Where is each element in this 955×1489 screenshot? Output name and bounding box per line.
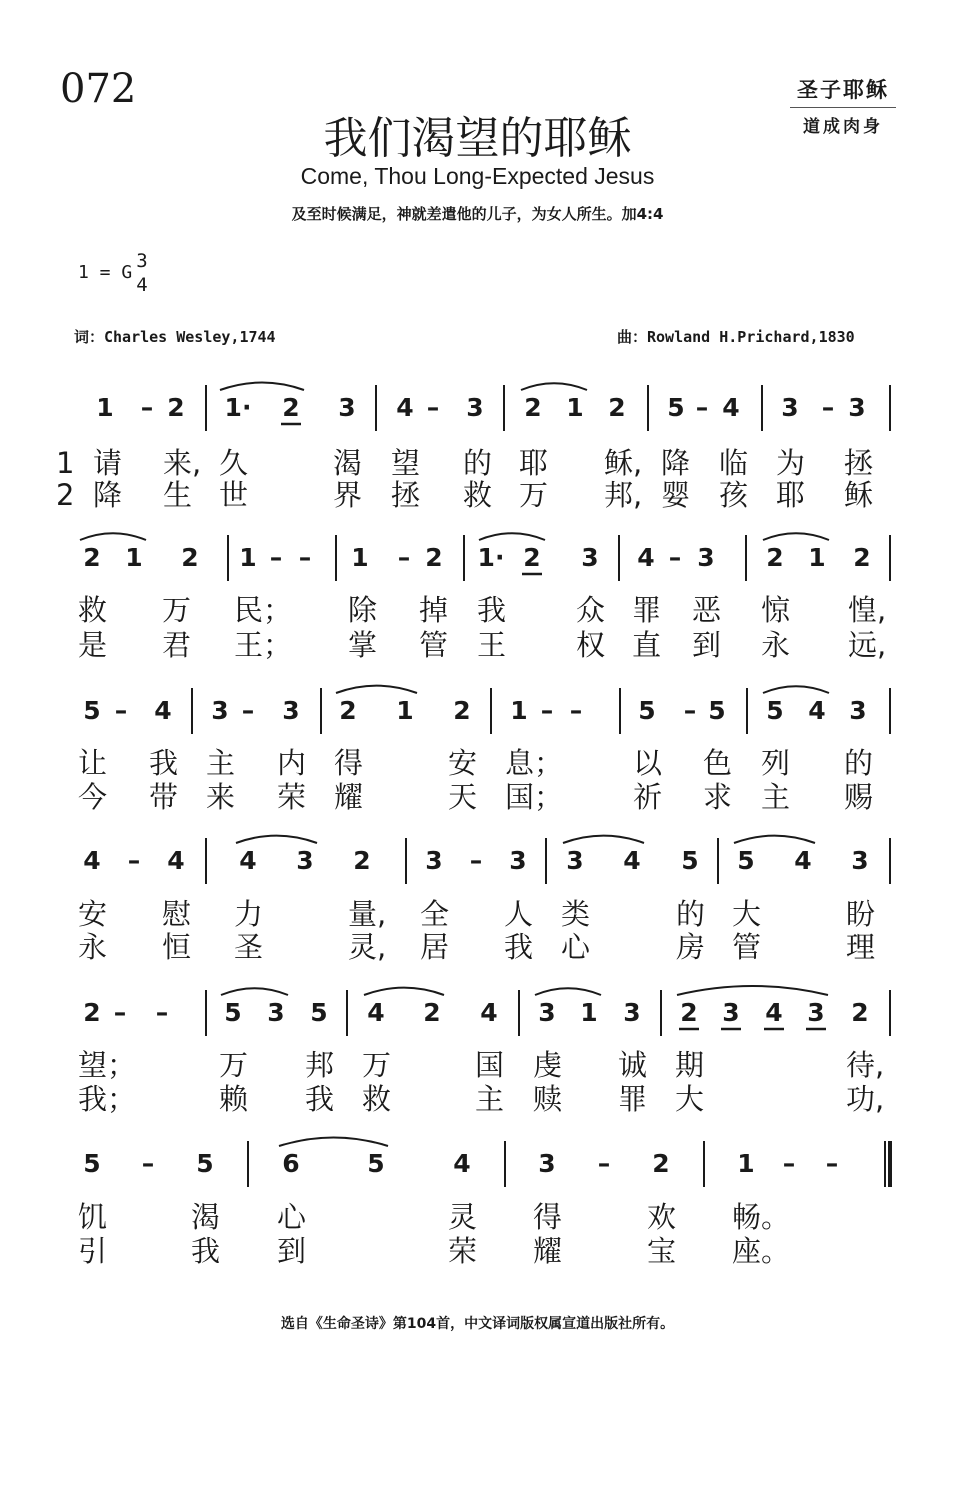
lyric-stanza-1: 灵: [448, 1200, 478, 1234]
lyric-stanza-1: 的: [844, 746, 874, 780]
key-signature: 1 = G: [78, 262, 133, 283]
lyric-stanza-1: 为: [776, 446, 806, 480]
lyric-stanza-2: 救: [362, 1082, 392, 1116]
lyric-stanza-1: 我: [477, 593, 507, 627]
note: 1: [808, 543, 826, 572]
note: 5: [681, 846, 699, 875]
note: 3: [848, 393, 866, 422]
note: 5: [708, 696, 726, 725]
slur-mark: [734, 836, 815, 843]
lyric-stanza-1: 列: [761, 746, 791, 780]
time-signature-denominator: 4: [136, 274, 148, 296]
lyric-stanza-2: 主: [761, 780, 791, 814]
dash-mark: –: [668, 543, 682, 572]
note: 1: [351, 543, 369, 572]
lyric-stanza-2: 来: [206, 780, 236, 814]
lyric-stanza-2: 引: [78, 1234, 108, 1268]
lyric-stanza-1: 请: [93, 446, 123, 480]
note: 1·: [224, 393, 252, 422]
lyric-stanza-1: 大: [732, 897, 762, 931]
lyric-stanza-2: 远,: [848, 628, 887, 662]
lyric-stanza-1: 临: [719, 446, 749, 480]
note: 3: [581, 543, 599, 572]
note: 4: [367, 998, 385, 1027]
lyric-stanza-1: 诚: [618, 1048, 648, 1082]
lyric-stanza-1: 1: [56, 446, 75, 480]
lyric-stanza-1: 得: [533, 1200, 563, 1234]
lyric-stanza-2: 到: [692, 628, 722, 662]
lyric-stanza-1: 的: [463, 446, 493, 480]
lyric-stanza-2: 我: [305, 1082, 335, 1116]
lyric-stanza-1: 虔: [533, 1048, 563, 1082]
lyric-stanza-1: 我: [149, 746, 179, 780]
lyric-stanza-2: 大: [675, 1082, 705, 1116]
lyric-stanza-2: 直: [632, 628, 662, 662]
note: 2: [680, 998, 698, 1027]
dash-mark: –: [155, 998, 169, 1027]
note: 2: [453, 696, 471, 725]
lyric-stanza-2: 王；: [234, 628, 293, 662]
note: 1: [125, 543, 143, 572]
dash-mark: –: [782, 1149, 796, 1178]
note: 5: [83, 1149, 101, 1178]
lyric-stanza-1: 心: [277, 1200, 307, 1234]
lyric-stanza-2: 是: [78, 628, 108, 662]
lyric-stanza-2: 国；: [505, 780, 564, 814]
note: 2: [523, 543, 541, 572]
note: 1: [580, 998, 598, 1027]
lyric-stanza-2: 荣: [448, 1234, 478, 1268]
slur-mark: [479, 533, 545, 540]
category-label: 圣子耶稣: [790, 74, 896, 108]
lyric-stanza-1: 主: [206, 746, 236, 780]
lyric-stanza-1: 万: [362, 1048, 392, 1082]
lyric-stanza-1: 惊: [761, 593, 791, 627]
lyric-stanza-2: 拯: [391, 478, 421, 512]
dash-mark: –: [695, 393, 709, 422]
note: 5: [667, 393, 685, 422]
lyric-stanza-1: 邦: [305, 1048, 335, 1082]
note: 2: [524, 393, 542, 422]
lyric-stanza-1: 欢: [647, 1200, 677, 1234]
lyric-stanza-2: 生: [163, 478, 193, 512]
lyric-stanza-1: 望: [391, 446, 421, 480]
dash-mark: –: [298, 543, 312, 572]
hymn-number: 072: [60, 66, 137, 112]
note: 3: [509, 846, 527, 875]
lyric-stanza-1: 色: [703, 746, 733, 780]
note: 3: [425, 846, 443, 875]
lyric-stanza-1: 万: [219, 1048, 249, 1082]
lyric-stanza-2: 带: [149, 780, 179, 814]
lyric-stanza-2: 座。: [732, 1234, 791, 1268]
lyric-stanza-1: 让: [78, 746, 108, 780]
note: 1: [239, 543, 257, 572]
note: 4: [239, 846, 257, 875]
lyric-stanza-2: 王: [477, 628, 507, 662]
note: 2: [167, 393, 185, 422]
note: 3: [807, 998, 825, 1027]
note: 3: [697, 543, 715, 572]
lyric-stanza-1: 安: [448, 746, 478, 780]
slur-mark: [535, 988, 601, 995]
slur-mark: [236, 836, 317, 843]
note: 2: [282, 393, 300, 422]
dash-mark: –: [127, 846, 141, 875]
slur-mark: [677, 986, 828, 995]
note: 3: [282, 696, 300, 725]
hymn-title-chinese: 我们渴望的耶稣: [323, 113, 632, 164]
dash-mark: –: [269, 543, 283, 572]
slur-mark: [279, 1137, 388, 1146]
slur-mark: [763, 533, 829, 540]
lyric-stanza-1: 安: [78, 897, 108, 931]
lyric-stanza-1: 得: [334, 746, 364, 780]
lyric-stanza-1: 民；: [234, 593, 293, 627]
note: 5: [766, 696, 784, 725]
score-line: [78, 836, 890, 964]
note: 1: [566, 393, 584, 422]
note: 1·: [477, 543, 505, 572]
lyric-stanza-2: 罪: [618, 1082, 648, 1116]
note: 2: [83, 543, 101, 572]
lyric-stanza-1: 待,: [846, 1048, 885, 1082]
lyric-stanza-2: 掌: [348, 628, 378, 662]
note: 1: [396, 696, 414, 725]
note: 3: [267, 998, 285, 1027]
lyric-stanza-2: 永: [761, 628, 791, 662]
lyric-stanza-1: 以: [633, 746, 663, 780]
lyric-stanza-2: 圣: [234, 930, 264, 964]
note: 2: [181, 543, 199, 572]
dash-mark: –: [141, 1149, 155, 1178]
lyric-stanza-2: 灵,: [348, 930, 387, 964]
note: 2: [339, 696, 357, 725]
note: 3: [566, 846, 584, 875]
note: 4: [167, 846, 185, 875]
dash-mark: –: [469, 846, 483, 875]
lyric-stanza-2: 今: [78, 780, 108, 814]
lyric-stanza-2: 孩: [719, 478, 749, 512]
hymn-title-english: Come, Thou Long-Expected Jesus: [300, 163, 655, 189]
note: 4: [765, 998, 783, 1027]
note: 3: [849, 696, 867, 725]
note: 5: [196, 1149, 214, 1178]
lyric-stanza-1: 饥: [78, 1200, 108, 1234]
dash-mark: –: [825, 1149, 839, 1178]
note: 2: [851, 998, 869, 1027]
note: 4: [808, 696, 826, 725]
dash-mark: –: [113, 998, 127, 1027]
lyric-stanza-2: 权: [576, 628, 606, 662]
lyric-stanza-2: 恒: [162, 930, 192, 964]
lyric-stanza-1: 期: [675, 1048, 705, 1082]
note: 5: [310, 998, 328, 1027]
lyric-stanza-1: 来,: [163, 446, 202, 480]
lyric-stanza-1: 惶,: [848, 593, 887, 627]
note: 3: [851, 846, 869, 875]
score-line: [56, 383, 890, 513]
copyright-footer: 选自《生命圣诗》第104首，中文译词版权属宣道出版社所有。: [280, 1316, 675, 1332]
lyric-stanza-2: 万: [519, 478, 549, 512]
dash-mark: –: [241, 696, 255, 725]
dash-mark: –: [114, 696, 128, 725]
score-line: [78, 1137, 890, 1268]
lyric-stanza-1: 国: [475, 1048, 505, 1082]
lyric-stanza-1: 掉: [419, 593, 449, 627]
lyric-stanza-2: 求: [703, 780, 733, 814]
lyric-stanza-1: 罪: [632, 593, 662, 627]
lyric-stanza-2: 居: [420, 930, 450, 964]
note: 5: [737, 846, 755, 875]
lyric-stanza-2: 婴: [661, 478, 691, 512]
lyric-stanza-1: 类: [561, 897, 591, 931]
lyric-stanza-1: 稣,: [604, 446, 643, 480]
dash-mark: –: [397, 543, 411, 572]
dash-mark: –: [426, 393, 440, 422]
dash-mark: –: [597, 1149, 611, 1178]
music-credit: 曲：Rowland H.Prichard,1830: [617, 328, 855, 346]
note: 3: [466, 393, 484, 422]
dash-mark: –: [683, 696, 697, 725]
dash-mark: –: [569, 696, 583, 725]
note: 5: [638, 696, 656, 725]
note: 4: [637, 543, 655, 572]
dash-mark: –: [140, 393, 154, 422]
note: 3: [623, 998, 641, 1027]
note: 4: [154, 696, 172, 725]
lyric-stanza-2: 耶: [776, 478, 806, 512]
note: 3: [338, 393, 356, 422]
lyric-stanza-1: 恶: [692, 593, 722, 627]
dash-mark: –: [821, 393, 835, 422]
lyric-stanza-2: 主: [475, 1082, 505, 1116]
note: 4: [722, 393, 740, 422]
lyric-stanza-1: 内: [277, 746, 307, 780]
lyric-stanza-2: 稣: [844, 478, 874, 512]
note: 3: [781, 393, 799, 422]
time-signature-numerator: 3: [136, 250, 148, 272]
lyric-stanza-2: 到: [277, 1234, 307, 1268]
slur-mark: [364, 988, 444, 995]
lyric-stanza-2: 耀: [533, 1234, 563, 1268]
note: 2: [83, 998, 101, 1027]
lyric-stanza-2: 管: [732, 930, 762, 964]
lyric-stanza-1: 的: [676, 897, 706, 931]
note: 3: [538, 1149, 556, 1178]
lyric-stanza-2: 我: [191, 1234, 221, 1268]
lyric-stanza-1: 人: [504, 897, 534, 931]
note: 3: [296, 846, 314, 875]
lyric-stanza-1: 望；: [78, 1048, 137, 1082]
lyric-stanza-1: 万: [162, 593, 192, 627]
note: 4: [453, 1149, 471, 1178]
lyric-stanza-2: 君: [162, 628, 192, 662]
note: 1: [96, 393, 114, 422]
lyric-stanza-2: 永: [78, 930, 108, 964]
lyric-stanza-1: 久: [219, 446, 249, 480]
lyric-stanza-2: 宝: [647, 1234, 677, 1268]
lyric-stanza-1: 众: [576, 593, 606, 627]
lyric-stanza-1: 慰: [162, 897, 192, 931]
score-line: [78, 533, 890, 662]
note: 1: [737, 1149, 755, 1178]
lyric-stanza-2: 荣: [277, 780, 307, 814]
note: 2: [425, 543, 443, 572]
slur-mark: [220, 383, 304, 391]
lyric-stanza-1: 畅。: [732, 1200, 791, 1234]
lyric-stanza-2: 救: [463, 478, 493, 512]
lyric-stanza-1: 拯: [844, 446, 874, 480]
slur-mark: [763, 686, 829, 693]
scripture-verse: 及至时候满足，神就差遣他的儿子，为女人所生。加4:4: [291, 205, 664, 223]
lyric-stanza-2: 我；: [78, 1082, 137, 1116]
lyric-stanza-2: 祈: [633, 780, 663, 814]
note: 4: [396, 393, 414, 422]
lyric-stanza-1: 降: [661, 446, 691, 480]
note: 4: [480, 998, 498, 1027]
lyric-stanza-1: 息；: [505, 746, 564, 780]
slur-mark: [80, 533, 146, 540]
lyric-stanza-2: 赎: [533, 1082, 563, 1116]
lyric-stanza-1: 力: [234, 897, 264, 931]
lyric-stanza-2: 管: [419, 628, 449, 662]
lyric-stanza-2: 耀: [334, 780, 364, 814]
note: 3: [722, 998, 740, 1027]
lyric-stanza-2: 功,: [846, 1082, 885, 1116]
lyric-stanza-1: 渴: [333, 446, 363, 480]
note: 2: [353, 846, 371, 875]
lyric-stanza-1: 除: [348, 593, 378, 627]
note: 5: [83, 696, 101, 725]
lyrics-credit: 词：Charles Wesley,1744: [74, 328, 276, 346]
lyric-stanza-2: 2: [56, 478, 75, 512]
lyric-stanza-1: 耶: [519, 446, 549, 480]
lyric-stanza-2: 赐: [844, 780, 874, 814]
lyric-stanza-1: 渴: [191, 1200, 221, 1234]
slur-mark: [221, 988, 288, 995]
lyric-stanza-1: 盼: [846, 897, 876, 931]
note: 4: [623, 846, 641, 875]
lyric-stanza-1: 全: [420, 897, 450, 931]
lyric-stanza-2: 理: [846, 930, 876, 964]
score-line: [78, 686, 890, 814]
lyric-stanza-2: 世: [219, 478, 249, 512]
lyric-stanza-2: 心: [561, 930, 591, 964]
slur-mark: [563, 836, 644, 843]
lyric-stanza-1: 量,: [348, 897, 387, 931]
lyric-stanza-2: 界: [333, 478, 363, 512]
lyric-stanza-2: 降: [93, 478, 123, 512]
note: 2: [608, 393, 626, 422]
slur-mark: [521, 383, 587, 390]
note: 2: [423, 998, 441, 1027]
lyric-stanza-2: 天: [448, 780, 478, 814]
dash-mark: –: [540, 696, 554, 725]
score-line: [78, 986, 890, 1116]
lyric-stanza-2: 赖: [219, 1082, 249, 1116]
slur-mark: [336, 686, 417, 693]
note: 3: [538, 998, 556, 1027]
lyric-stanza-2: 我: [504, 930, 534, 964]
note: 5: [367, 1149, 385, 1178]
note: 4: [794, 846, 812, 875]
note: 6: [282, 1149, 300, 1178]
note: 4: [83, 846, 101, 875]
note: 2: [853, 543, 871, 572]
lyric-stanza-2: 房: [676, 930, 706, 964]
subcategory-label: 道成肉身: [803, 117, 883, 137]
note: 3: [211, 696, 229, 725]
lyric-stanza-2: 邦,: [604, 478, 643, 512]
note: 2: [652, 1149, 670, 1178]
note: 1: [510, 696, 528, 725]
lyric-stanza-1: 救: [78, 593, 108, 627]
note: 5: [224, 998, 242, 1027]
note: 2: [766, 543, 784, 572]
